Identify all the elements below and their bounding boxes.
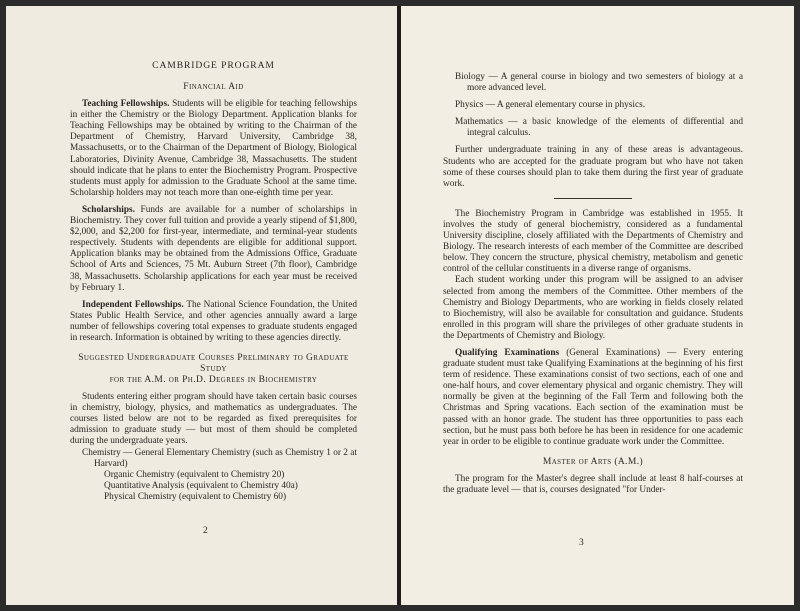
section-divider bbox=[554, 198, 632, 199]
masters-heading: Master of Arts (A.M.) bbox=[542, 456, 644, 467]
teaching-fellowships-title: Teaching Fellowships. bbox=[82, 99, 170, 110]
page-number-left: 2 bbox=[203, 526, 208, 536]
qualifying-exams-text: (General Examinations) — Every entering graduate student must take Qualifying Examinations at the beginning of his first term of residence. These examinations consist of two sections, each of one and one-half hours, and cover elementary physical and organic chemistry. They will normally be given at the beginning of the Fall Term and following both the Christmas and Spring vacations. Each section of the examination must be passed with an honor grade. The student has three opportunities to pass each section, but he must pass both before he has been in residence for one academic year in order to be eligible to continue graduate work under the Committee. bbox=[443, 347, 743, 447]
chemistry-sub-item: Physical Chemistry (equivalent to Chemistry 60) bbox=[104, 491, 287, 502]
financial-aid-heading: Financial Aid bbox=[183, 82, 244, 93]
chemistry-sub-item: Organic Chemistry (equivalent to Chemistry 20) bbox=[104, 469, 285, 480]
courses-intro-paragraph: Students entering either program should have taken certain basic courses in chemistry, biology, physics, and mathematics as undergraduates. The courses listed below are not to be regarded as fixed prerequisites for admission to graduate study — but most of them should be completed during the undergraduate years. bbox=[70, 392, 357, 447]
course-item-mathematics: Mathematics — a basic knowledge of the elements of differential and integral calculus. bbox=[455, 117, 743, 139]
chemistry-course-item: Chemistry — General Elementary Chemistry (such as Chemistry 1 or 2 at Harvard) bbox=[82, 447, 357, 469]
suggested-courses-heading-line2: for the A.M. or Ph.D. Degrees in Biochemistry bbox=[109, 375, 318, 386]
chemistry-sub-item: Quantitative Analysis (equivalent to Chemistry 40a) bbox=[104, 480, 298, 491]
independent-fellowships-paragraph bbox=[70, 300, 357, 344]
suggested-courses-heading-line1: Suggested Undergraduate Courses Preliminary to Graduate Study bbox=[78, 353, 349, 375]
further-training-paragraph: Further undergraduate training in any of these areas is advantageous. Students who are accepted for the graduate program but who have not taken some of these courses should plan to take them during the first year of graduate work. bbox=[443, 145, 743, 189]
course-item-biology: Biology — A general course in biology and two semesters of biology at a more advanced level. bbox=[455, 72, 743, 94]
qualifying-exams-paragraph bbox=[443, 348, 743, 448]
scholarships-title: Scholarships. bbox=[82, 204, 135, 215]
scholarships-paragraph bbox=[70, 205, 357, 294]
right-page bbox=[401, 6, 794, 605]
course-item-physics: Physics — A general elementary course in physics. bbox=[455, 100, 646, 111]
teaching-fellowships-paragraph bbox=[70, 99, 357, 199]
qualifying-exams-title: Qualifying Examinations bbox=[455, 347, 560, 358]
independent-fellowships-text: The National Science Foundation, the United States Public Health Service, and other agencies annually award a large number of fellowships covering total expenses to graduate students engaged in research. Information is obtained by writing to these agencies directly. bbox=[70, 299, 358, 343]
adviser-paragraph: Each student working under this program will be assigned to an adviser selected from among the members of the Committee. Other members of the Chemistry and Biology Departments, who are working in fields closely related to Biochemistry, will also be available for consultation and guidance. Students enrolled in this program will share the privileges of other graduate students in the Departments of Chemistry and Biology. bbox=[443, 275, 743, 341]
running-head: CAMBRIDGE PROGRAM bbox=[152, 60, 275, 71]
masters-paragraph: The program for the Master's degree shall include at least 8 half-courses at the graduate level — that is, courses designated "for Under- bbox=[443, 473, 743, 495]
page-number-right: 3 bbox=[579, 538, 584, 548]
teaching-fellowships-text: Students will be eligible for teaching fellowships in either the Chemistry or the Biology Department. Application blanks for Teaching Fellowships may be obtained by writing to the Chairman of the Department of Chemistry, Harvard University, Cambridge 38, Massachusetts, or to the Chairman of the Department of Biology, Biological Laboratories, Divinity Avenue, Cambridge 38, Massachusetts. The student should indicate that he plans to enter the Biochemistry Program. Prospective students must apply for admission to the Graduate School at the same time. Scholarship holders may not teach more than one-eighth time per year. bbox=[70, 99, 357, 198]
left-page bbox=[6, 6, 397, 605]
right-column bbox=[443, 72, 743, 496]
left-column bbox=[70, 60, 357, 503]
program-established-paragraph: The Biochemistry Program in Cambridge was established in 1955. It involves the study of general biochemistry, considered as a fundamental University discipline, closely affiliated with the Departments of Chemistry and Biology. The research interests of each member of the Committee are described below. They concern the structure, physical chemistry, metabolism and genetic control of the cellular constituents in a diverse range of organisms. bbox=[443, 208, 743, 275]
independent-fellowships-title: Independent Fellowships. bbox=[82, 299, 184, 310]
scholarships-text: Funds are available for a number of scholarships in Biochemistry. They cover full tuition and provide a yearly stipend of $1,800, $2,000, and $2,200 for first-year, intermediate, and terminal-year students respectively. Students with dependents are eligible for additional support. Application blanks may be obtained from the Admissions Office, Graduate School of Arts and Sciences, 75 Mt. Auburn Street (7th floor), Cambridge 38, Massachusetts. Scholarship applications for each year must be received by February 1. bbox=[70, 204, 357, 293]
